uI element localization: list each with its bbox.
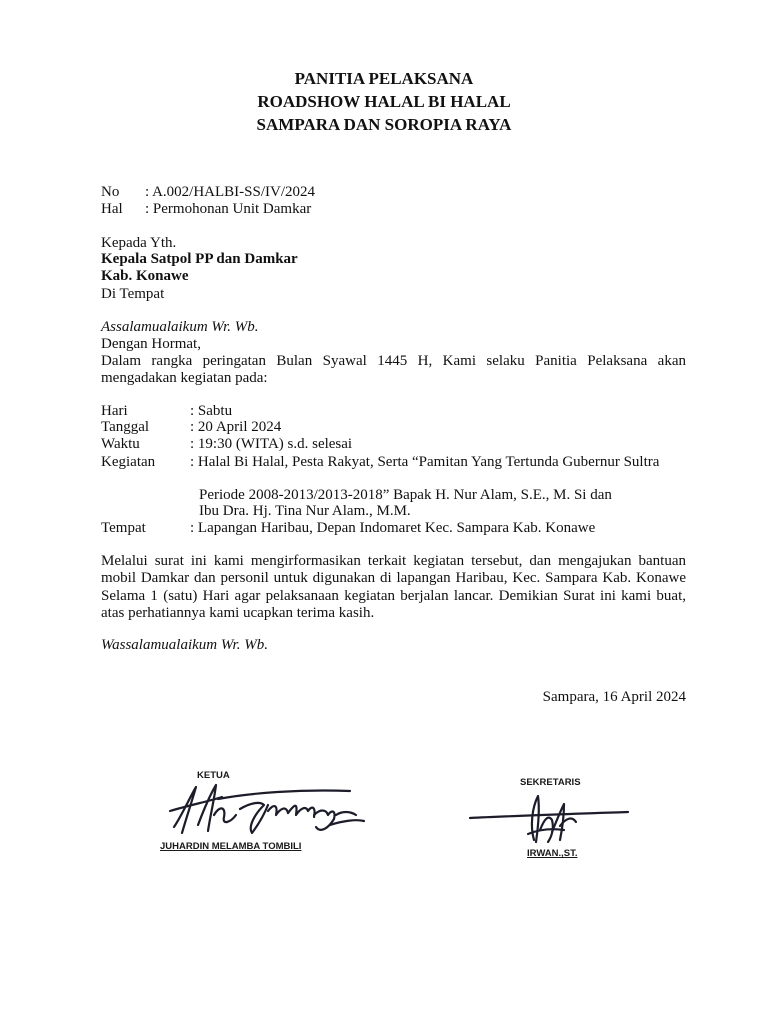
- header-title-2: ROADSHOW HALAL BI HALAL: [257, 92, 511, 111]
- greeting-salam: Assalamualaikum Wr. Wb.: [101, 319, 259, 335]
- header-title-1: PANITIA PELAKSANA: [294, 69, 474, 88]
- left-signature-image: [160, 775, 375, 845]
- hal-label: Hal: [101, 201, 123, 217]
- kegiatan-value-line-2: Periode 2008-2013/2013-2018” Bapak H. Nur Alam, S.E., M. Si dan: [199, 487, 612, 503]
- kegiatan-value-line-3: Ibu Dra. Hj. Tina Nur Alam., M.M.: [199, 503, 411, 519]
- recipient-line-1: Kepada Yth.: [101, 235, 177, 251]
- recipient-line-2: Kepala Satpol PP dan Damkar: [101, 251, 298, 267]
- recipient-line-4: Di Tempat: [101, 286, 165, 302]
- header-title-3: SAMPARA DAN SOROPIA RAYA: [256, 115, 512, 134]
- right-signature-role: SEKRETARIS: [520, 777, 581, 788]
- hal-value: : Permohonan Unit Damkar: [145, 201, 312, 217]
- tempat-label: Tempat: [101, 520, 146, 536]
- left-signature-role: KETUA: [197, 770, 230, 781]
- body-paragraph: Melalui surat ini kami mengirformasikan terkait kegiatan tersebut, dan mengajukan bantuan mobil Damkar dan personil untuk digunakan di lapangan Haribau, Kec. Sampara Kab. Konawe Selama 1 (satu) Hari agar pelaksanaan kegiatan berjalan lancar. Demikian Surat ini kami buat, atas perhatiannya kami ucapkan terima kasih.: [101, 553, 686, 621]
- left-signature-name: JUHARDIN MELAMBA TOMBILI: [160, 841, 302, 852]
- greeting-hormat: Dengan Hormat,: [101, 336, 201, 352]
- waktu-value: : 19:30 (WITA) s.d. selesai: [190, 436, 353, 452]
- no-label: No: [101, 184, 120, 200]
- tanggal-label: Tanggal: [101, 419, 150, 435]
- kegiatan-value-line-1: : Halal Bi Halal, Pesta Rakyat, Serta “Pamitan Yang Tertunda Gubernur Sultra: [190, 454, 660, 470]
- kegiatan-label: Kegiatan: [101, 454, 156, 470]
- hari-value: : Sabtu: [190, 403, 233, 419]
- intro-paragraph: Dalam rangka peringatan Bulan Syawal 1445 H, Kami selaku Panitia Pelaksana akan mengadakan kegiatan pada:: [101, 353, 686, 387]
- no-value: : A.002/HALBI-SS/IV/2024: [145, 184, 316, 200]
- right-signature-name: IRWAN.,ST.: [527, 848, 578, 859]
- tanggal-value: : 20 April 2024: [190, 419, 282, 435]
- waktu-label: Waktu: [101, 436, 140, 452]
- place-date: Sampara, 16 April 2024: [542, 689, 686, 705]
- closing-salam: Wassalamualaikum Wr. Wb.: [101, 637, 268, 653]
- right-signature-image: [468, 790, 633, 850]
- tempat-value: : Lapangan Haribau, Depan Indomaret Kec. Sampara Kab. Konawe: [190, 520, 596, 536]
- hari-label: Hari: [101, 403, 128, 419]
- recipient-line-3: Kab. Konawe: [101, 268, 189, 284]
